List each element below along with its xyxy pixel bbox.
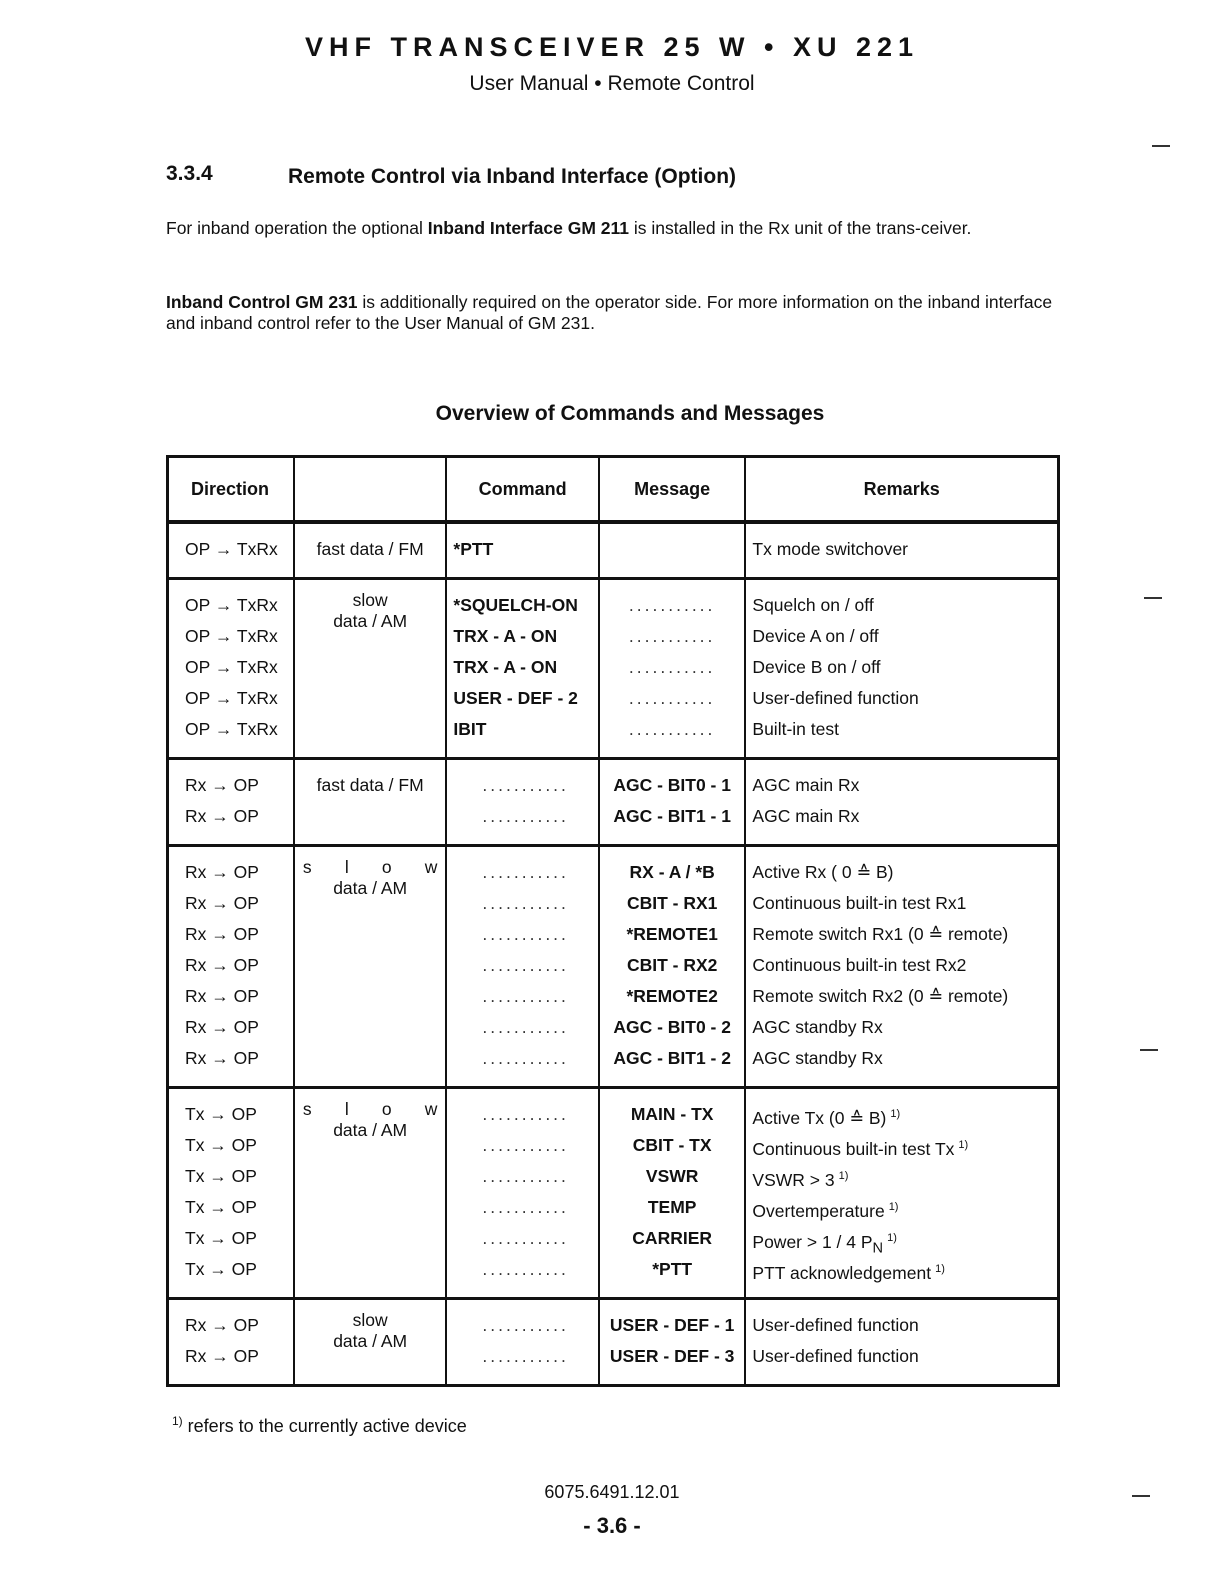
- mode-cell: [294, 1299, 447, 1386]
- direction-value: Rx → OP: [185, 1017, 259, 1037]
- message-placeholder: ...........: [628, 688, 716, 708]
- remark-value: [752, 1012, 1057, 1043]
- footnote-ref: 1): [890, 1108, 901, 1120]
- remark-text: PTT acknowledgement: [752, 1262, 932, 1283]
- mode-label-spaced: [295, 1099, 446, 1120]
- message-cell: [599, 759, 745, 846]
- remark-value: [752, 1341, 1057, 1372]
- command-placeholder: ...........: [482, 1259, 569, 1279]
- command-placeholder: ...........: [482, 1346, 569, 1366]
- command-placeholder: ...........: [482, 1017, 569, 1037]
- section-number: 3.3.4: [166, 162, 213, 185]
- remark-text: User-defined function: [752, 1315, 919, 1335]
- direction-value: Rx → OP: [185, 806, 259, 826]
- mode-letter: o: [381, 857, 392, 877]
- mode-cell: [294, 522, 447, 579]
- message-value: AGC - BIT0 - 1: [613, 775, 731, 795]
- mode-cell: [294, 579, 447, 759]
- remarks-cell: [745, 579, 1058, 759]
- mode-letter: w: [424, 1099, 438, 1119]
- remark-text: VSWR > 3: [752, 1169, 835, 1190]
- message-value: *REMOTE2: [626, 986, 718, 1006]
- command-placeholder: ...........: [482, 1135, 569, 1155]
- remark-value: [752, 1223, 1057, 1257]
- table-row: [168, 759, 1059, 846]
- footnote-ref: 1): [838, 1170, 849, 1182]
- message-placeholder: ...........: [628, 595, 716, 615]
- command-value: IBIT: [453, 719, 487, 739]
- mode-cell: [294, 846, 447, 1088]
- remark-value: [752, 1043, 1057, 1074]
- direction-value: OP → TxRx: [185, 539, 278, 559]
- mode-label-spaced: [295, 857, 446, 878]
- footnote-ref: 1): [935, 1263, 945, 1275]
- mode-label-line2: data / AM: [333, 1120, 408, 1140]
- remark-value: [752, 652, 1057, 683]
- table-group: [168, 846, 1059, 1088]
- message-value: *REMOTE1: [626, 924, 718, 944]
- message-value: RX - A / *B: [629, 862, 715, 882]
- remarks-cell: [745, 759, 1058, 846]
- direction-value: OP → TxRx: [185, 688, 278, 708]
- direction-value: Rx → OP: [185, 893, 259, 913]
- command-placeholder: ...........: [482, 893, 569, 913]
- remark-text: AGC main Rx: [752, 775, 860, 795]
- remark-value: [752, 1254, 1057, 1285]
- command-placeholder: ...........: [482, 924, 569, 944]
- remark-value: [752, 1310, 1057, 1341]
- message-value: CBIT - RX2: [626, 955, 718, 975]
- remark-text: Remote switch Rx2 (0 ≙ remote): [752, 986, 1009, 1006]
- remarks-cell: [745, 1299, 1058, 1386]
- command-cell: [446, 522, 599, 579]
- header-direction: Direction: [168, 457, 294, 523]
- message-cell: [599, 846, 745, 1088]
- footnote-ref: 1): [888, 1201, 899, 1213]
- remark-text: Power > 1 / 4 P: [752, 1231, 873, 1252]
- direction-value: OP → TxRx: [185, 626, 278, 646]
- command-value: TRX - A - ON: [453, 626, 558, 646]
- table-row: [168, 1088, 1059, 1299]
- page-number: - 3.6 -: [583, 1513, 641, 1538]
- mode-letter: s: [302, 1099, 312, 1119]
- document-number: 6075.6491.12.01: [544, 1482, 680, 1502]
- margin-mark: [1132, 1495, 1150, 1497]
- mode-label-line2: data / AM: [333, 1331, 408, 1351]
- direction-cell: [168, 579, 294, 759]
- message-value: AGC - BIT1 - 1: [613, 806, 731, 826]
- footnote: [172, 1414, 467, 1437]
- direction-value: OP → TxRx: [185, 719, 278, 739]
- margin-mark: [1144, 597, 1162, 599]
- remark-text: Active Rx ( 0 ≙ B): [752, 862, 894, 882]
- direction-value: Rx → OP: [185, 775, 259, 795]
- margin-mark: [1152, 145, 1170, 147]
- command-placeholder: ...........: [482, 1104, 569, 1124]
- intro-paragraph-1: For inband operation the optional Inband Interface GM 211 is installed in the Rx unit of the trans-ceiver.: [166, 218, 972, 238]
- remark-value: [752, 1130, 1057, 1161]
- direction-value: Tx → OP: [185, 1197, 257, 1217]
- commands-messages-table: [166, 455, 1060, 1387]
- mode-label-line1: slow: [352, 590, 388, 610]
- direction-value: Rx → OP: [185, 955, 259, 975]
- remark-text: AGC standby Rx: [752, 1048, 883, 1068]
- table-group: [168, 759, 1059, 846]
- direction-cell: [168, 1088, 294, 1299]
- direction-value: Rx → OP: [185, 1048, 259, 1068]
- remarks-cell: [745, 846, 1058, 1088]
- message-placeholder: ...........: [628, 626, 716, 646]
- mode-cell: [294, 759, 447, 846]
- document-title: VHF TRANSCEIVER 25 W • XU 221: [304, 32, 920, 62]
- remark-text: Continuous built-in test Rx2: [752, 955, 967, 975]
- message-value: USER - DEF - 1: [609, 1315, 735, 1335]
- remark-value: [752, 621, 1057, 652]
- message-value: TEMP: [647, 1197, 697, 1217]
- message-placeholder: ...........: [628, 719, 716, 739]
- remark-value: [752, 1161, 1057, 1192]
- message-cell: [599, 1299, 745, 1386]
- command-placeholder: ...........: [482, 1228, 569, 1248]
- mode-letter: s: [302, 857, 312, 877]
- mode-label-line2: data / AM: [333, 878, 408, 898]
- document-subtitle: User Manual • Remote Control: [469, 72, 755, 95]
- direction-cell: [168, 1299, 294, 1386]
- header-command: Command: [446, 457, 599, 523]
- message-value: VSWR: [645, 1166, 699, 1186]
- message-value: CBIT - RX1: [626, 893, 718, 913]
- footnote-ref: 1): [887, 1232, 897, 1244]
- message-value: [600, 534, 744, 565]
- remark-text: Built-in test: [752, 719, 839, 739]
- section-title: Remote Control via Inband Interface (Option): [288, 165, 737, 188]
- message-cell: [599, 522, 745, 579]
- header-message: Message: [599, 457, 745, 523]
- direction-value: Rx → OP: [185, 986, 259, 1006]
- remark-text: Active Tx (0 ≙ B): [752, 1107, 887, 1128]
- direction-cell: [168, 759, 294, 846]
- command-placeholder: ...........: [482, 862, 569, 882]
- table-row: [168, 846, 1059, 1088]
- remark-value: [752, 590, 1057, 621]
- remark-value: [752, 770, 1057, 801]
- message-value: CBIT - TX: [632, 1135, 712, 1155]
- mode-letter: o: [381, 1099, 392, 1119]
- remark-text: AGC standby Rx: [752, 1017, 883, 1037]
- mode-label-line2: data / AM: [333, 611, 408, 631]
- remark-value: [752, 714, 1057, 745]
- direction-value: Tx → OP: [185, 1228, 257, 1248]
- remark-text: Tx mode switchover: [752, 539, 909, 559]
- footnote-mark: 1): [172, 1414, 183, 1428]
- remarks-cell: [745, 1088, 1058, 1299]
- remark-text: Squelch on / off: [752, 595, 874, 615]
- remark-value: [752, 888, 1057, 919]
- mode-letter: l: [344, 1099, 349, 1119]
- message-value: USER - DEF - 3: [609, 1346, 735, 1366]
- header-remarks: Remarks: [745, 457, 1058, 523]
- direction-value: Tx → OP: [185, 1104, 257, 1124]
- command-placeholder: ...........: [482, 986, 569, 1006]
- message-value: AGC - BIT1 - 2: [613, 1048, 731, 1068]
- remark-text: Device A on / off: [752, 626, 879, 646]
- remark-text: User-defined function: [752, 688, 919, 708]
- direction-value: Rx → OP: [185, 1315, 259, 1335]
- mode-letter: w: [424, 857, 438, 877]
- table-group: [168, 1299, 1059, 1386]
- direction-value: Tx → OP: [185, 1259, 257, 1279]
- table-row: [168, 1299, 1059, 1386]
- command-placeholder: ...........: [482, 806, 569, 826]
- message-value: MAIN - TX: [630, 1104, 714, 1124]
- message-placeholder: ...........: [628, 657, 716, 677]
- direction-value: Tx → OP: [185, 1166, 257, 1186]
- command-placeholder: ...........: [482, 955, 569, 975]
- direction-cell: [168, 522, 294, 579]
- remark-text: AGC main Rx: [752, 806, 860, 826]
- remark-value: [752, 683, 1057, 714]
- header-mode: [294, 457, 447, 523]
- message-cell: [599, 1088, 745, 1299]
- remark-value: [752, 801, 1057, 832]
- mode-letter: l: [344, 857, 349, 877]
- remark-value: [752, 919, 1057, 950]
- command-cell: [446, 1088, 599, 1299]
- direction-value: Rx → OP: [185, 862, 259, 882]
- command-cell: [446, 579, 599, 759]
- remark-value: [752, 1099, 1057, 1130]
- mode-label: fast data / FM: [316, 775, 424, 795]
- footnote-ref: 1): [958, 1139, 969, 1151]
- command-cell: [446, 1299, 599, 1386]
- direction-value: OP → TxRx: [185, 657, 278, 677]
- command-placeholder: ...........: [482, 775, 569, 795]
- command-placeholder: ...........: [482, 1197, 569, 1217]
- message-cell: [599, 579, 745, 759]
- table-row: [168, 579, 1059, 759]
- remark-value: [752, 534, 1057, 565]
- table-header-row: [168, 457, 1059, 523]
- command-placeholder: ...........: [482, 1315, 569, 1335]
- message-value: AGC - BIT0 - 2: [613, 1017, 731, 1037]
- mode-label: fast data / FM: [316, 539, 424, 559]
- direction-value: OP → TxRx: [185, 595, 278, 615]
- table-group: [168, 579, 1059, 759]
- command-placeholder: ...........: [482, 1048, 569, 1068]
- remark-subscript: N: [872, 1240, 884, 1257]
- intro-paragraph-2: Inband Control GM 231 is additionally required on the operator side. For more information on the inband interface and inband control refer to the User Manual of GM 231.: [166, 292, 1053, 333]
- command-placeholder: ...........: [482, 1166, 569, 1186]
- remark-value: [752, 1192, 1057, 1223]
- mode-label-line1: slow: [352, 1310, 388, 1330]
- remark-value: [752, 950, 1057, 981]
- remark-value: [752, 981, 1057, 1012]
- command-cell: [446, 759, 599, 846]
- command-value: TRX - A - ON: [453, 657, 558, 677]
- remark-text: Overtemperature: [752, 1200, 885, 1221]
- remark-text: Continuous built-in test Rx1: [752, 893, 967, 913]
- table-group: [168, 1088, 1059, 1299]
- remark-text: Device B on / off: [752, 657, 881, 677]
- direction-value: Tx → OP: [185, 1135, 257, 1155]
- command-value: *SQUELCH-ON: [453, 595, 578, 615]
- table-title: Overview of Commands and Messages: [435, 402, 825, 425]
- message-value: CARRIER: [632, 1228, 713, 1248]
- footnote-text: refers to the currently active device: [182, 1416, 467, 1436]
- margin-mark: [1140, 1049, 1158, 1051]
- remark-text: Remote switch Rx1 (0 ≙ remote): [752, 924, 1009, 944]
- message-value: *PTT: [652, 1259, 693, 1279]
- remark-text: User-defined function: [752, 1346, 919, 1366]
- direction-value: Rx → OP: [185, 1346, 259, 1366]
- remark-value: [752, 857, 1057, 888]
- command-cell: [446, 846, 599, 1088]
- table-row: [168, 522, 1059, 579]
- remarks-cell: [745, 522, 1058, 579]
- command-value: *PTT: [453, 539, 494, 559]
- command-value: USER - DEF - 2: [453, 688, 578, 708]
- remark-text: Continuous built-in test Tx: [752, 1138, 955, 1159]
- table-group: [168, 522, 1059, 579]
- direction-value: Rx → OP: [185, 924, 259, 944]
- mode-cell: [294, 1088, 447, 1299]
- direction-cell: [168, 846, 294, 1088]
